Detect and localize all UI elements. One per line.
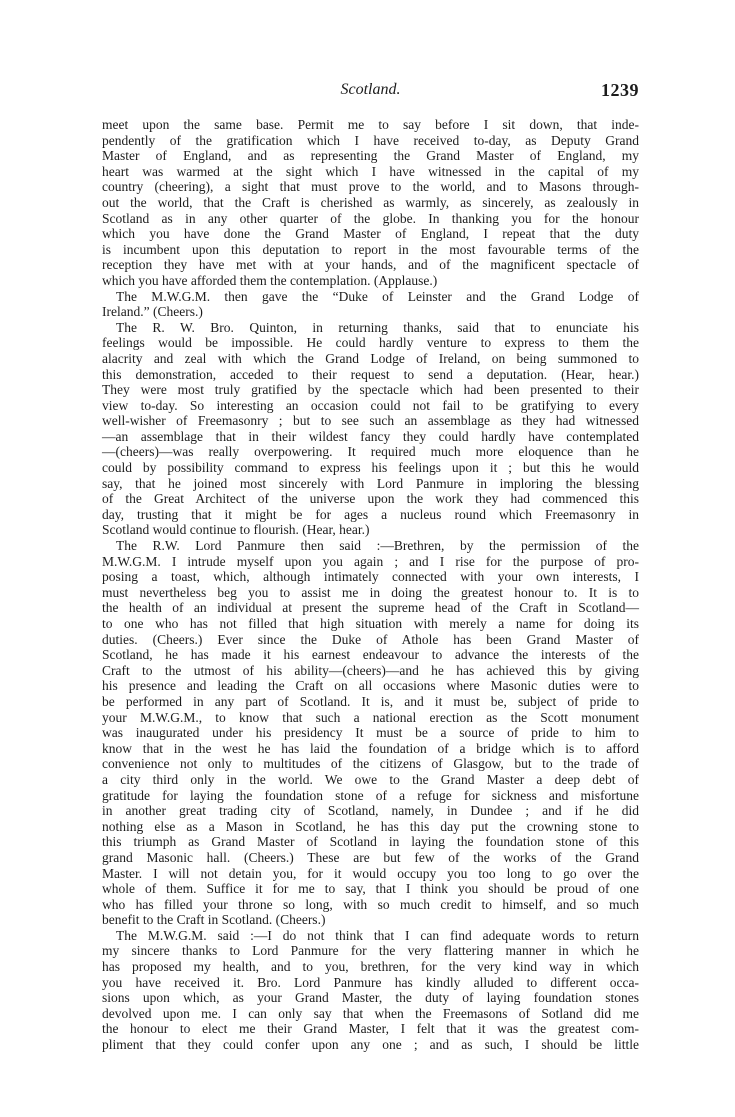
running-title: Scotland. xyxy=(340,81,401,98)
text-line: —(cheers)—was really overpowering. It required much more eloquence than he xyxy=(102,444,639,460)
text-line: could by possibility command to express his feelings upon it ; but this he would xyxy=(102,460,639,476)
text-line: which you have done the Grand Master of England, I repeat that the duty xyxy=(102,226,639,242)
text-line: who has filled your throne so long, with so much credit to himself, and so much xyxy=(102,896,639,912)
text-line: convenience not only to multitudes of the citizens of Glasgow, but to the trade of xyxy=(102,756,639,772)
text-line: this triumph as Grand Master of Scotland in laying the foundation stone of this xyxy=(102,834,639,850)
text-line: the honour to elect me their Grand Master, I felt that it was the greatest com- xyxy=(102,1021,639,1037)
text-line: The R. W. Bro. Quinton, in returning thanks, said that to enunciate his xyxy=(116,319,639,335)
text-line: must nevertheless beg you to assist me in doing the greatest honour to. It is to xyxy=(102,584,639,600)
text-line: the health of an individual at present the supreme head of the Craft in Scotland— xyxy=(102,600,639,616)
text-line: say, that he joined most sincerely with Lord Panmure in imploring the blessing xyxy=(102,475,639,491)
text-line: gratitude for laying the foundation stone of a refuge for sickness and misfortune xyxy=(102,787,639,803)
text-line: you have received it. Bro. Lord Panmure has kindly alluded to different occa- xyxy=(102,974,639,990)
text-line: out the world, that the Craft is cherished as warmly, as sincerely, as zealously in xyxy=(102,194,639,210)
text-line: feelings would be impossible. He could hardly venture to express to them the xyxy=(102,335,639,351)
text-line: benefit to the Craft in Scotland. (Cheers.) xyxy=(102,912,326,928)
text-line: of the Great Architect of the universe upon the work they had commenced this xyxy=(102,491,639,507)
text-line: is incumbent upon this deputation to report in the most favourable terms of the xyxy=(102,241,639,257)
text-line: reception they have met with at your hands, and of the magnificent spectacle of xyxy=(102,257,639,273)
text-line: duties. (Cheers.) Ever since the Duke of Athole has been Grand Master of xyxy=(102,631,639,647)
text-line: The M.W.G.M. said :—I do not think that I can find adequate words to return xyxy=(116,927,639,943)
text-line: alacrity and zeal with which the Grand Lodge of Ireland, on being summoned to xyxy=(102,350,639,366)
text-line: day, trusting that it might be for ages a nucleus round which Freemasonry in xyxy=(102,506,639,522)
text-line: was inaugurated under his presidency It must be a source of pride to him to xyxy=(102,725,639,741)
body-text xyxy=(102,117,639,1053)
text-line: a city third only in the world. We owe to the Grand Master a deep debt of xyxy=(102,771,639,787)
text-line: meet upon the same base. Permit me to say before I sit down, that inde- xyxy=(102,117,639,132)
text-line: M.W.G.M. I intrude myself upon you again ; and I rise for the purpose of pro- xyxy=(102,553,639,569)
text-line: your M.W.G.M., to know that such a national erection as the Scott monument xyxy=(102,709,639,725)
text-line: this demonstration, acceded to their request to send a deputation. (Hear, hear.) xyxy=(102,366,639,382)
text-line: sions upon which, as your Grand Master, the duty of laying foundation stones xyxy=(102,990,639,1006)
text-line: The R.W. Lord Panmure then said :—Brethren, by the permission of the xyxy=(116,538,639,554)
running-header xyxy=(102,80,639,104)
text-line: devolved upon me. I can only say that when the Freemasons of Sotland did me xyxy=(102,1005,639,1021)
text-line: The M.W.G.M. then gave the “Duke of Leinster and the Grand Lodge of xyxy=(116,288,639,304)
text-line: nothing else as a Mason in Scotland, he has this day put the crowning stone to xyxy=(102,818,639,834)
text-line: —an assemblage that in their wildest fancy they could hardly have contemplated xyxy=(102,428,639,444)
text-line: be performed in any part of Scotland. It is, and it must be, subject of pride to xyxy=(102,693,639,709)
text-line: to one who has not filled that high situation with merely a name for doing its xyxy=(102,616,639,631)
text-line: Scotland as in any other quarter of the globe. In thanking you for the honour xyxy=(102,210,639,226)
text-line: Scotland would continue to flourish. (Hear, hear.) xyxy=(102,522,370,538)
text-line: whole of them. Suffice it for me to say, that I think you should be proud of one xyxy=(102,881,639,897)
text-line: his presence and leading the Craft on all occasions where Masonic duties were to xyxy=(102,678,639,694)
text-line: They were most truly gratified by the spectacle which had been presented to their xyxy=(102,382,639,398)
text-line: view to-day. So interesting an occasion could not fail to be gratifying to every xyxy=(102,397,639,413)
page-number: 1239 xyxy=(601,80,639,100)
text-line: my sincere thanks to Lord Panmure for the very flattering manner in which he xyxy=(102,943,639,959)
text-line: Scotland, he has made it his earnest endeavour to advance the interests of the xyxy=(102,647,639,663)
text-line: country (cheering), a sight that must prove to the world, and to Masons through- xyxy=(102,179,639,195)
text-line: pliment that they could confer upon any one ; and as such, I should be little xyxy=(102,1037,639,1053)
text-line: heart was warmed at the sight which I have witnessed in the capital of my xyxy=(102,163,639,179)
text-line: in another great trading city of Scotland, namely, in Dundee ; and if he did xyxy=(102,803,639,819)
text-line: pendently of the gratification which I have received to-day, as Deputy Grand xyxy=(102,132,639,148)
text-line: know that in the west he has laid the foundation of a bridge which is to afford xyxy=(102,740,639,756)
text-line: Craft to the utmost of his ability—(cheers)—and he has achieved this by giving xyxy=(102,662,639,678)
text-line: Master. I will not detain you, for it would occupy you too long to go over the xyxy=(102,865,639,881)
text-line: which you have afforded them the contemplation. (Applause.) xyxy=(102,272,438,288)
text-line: well-wisher of Freemasonry ; but to see such an assemblage as they had witnessed xyxy=(102,413,639,429)
text-line: posing a toast, which, although intimately connected with your own interests, I xyxy=(102,569,639,585)
text-line: has proposed my health, and to you, brethren, for the very kind way in which xyxy=(102,959,639,975)
text-line: grand Masonic hall. (Cheers.) These are but few of the works of the Grand xyxy=(102,849,639,865)
text-line: Ireland.” (Cheers.) xyxy=(102,304,203,320)
text-line: Master of England, and as representing the Grand Master of England, my xyxy=(102,148,639,164)
